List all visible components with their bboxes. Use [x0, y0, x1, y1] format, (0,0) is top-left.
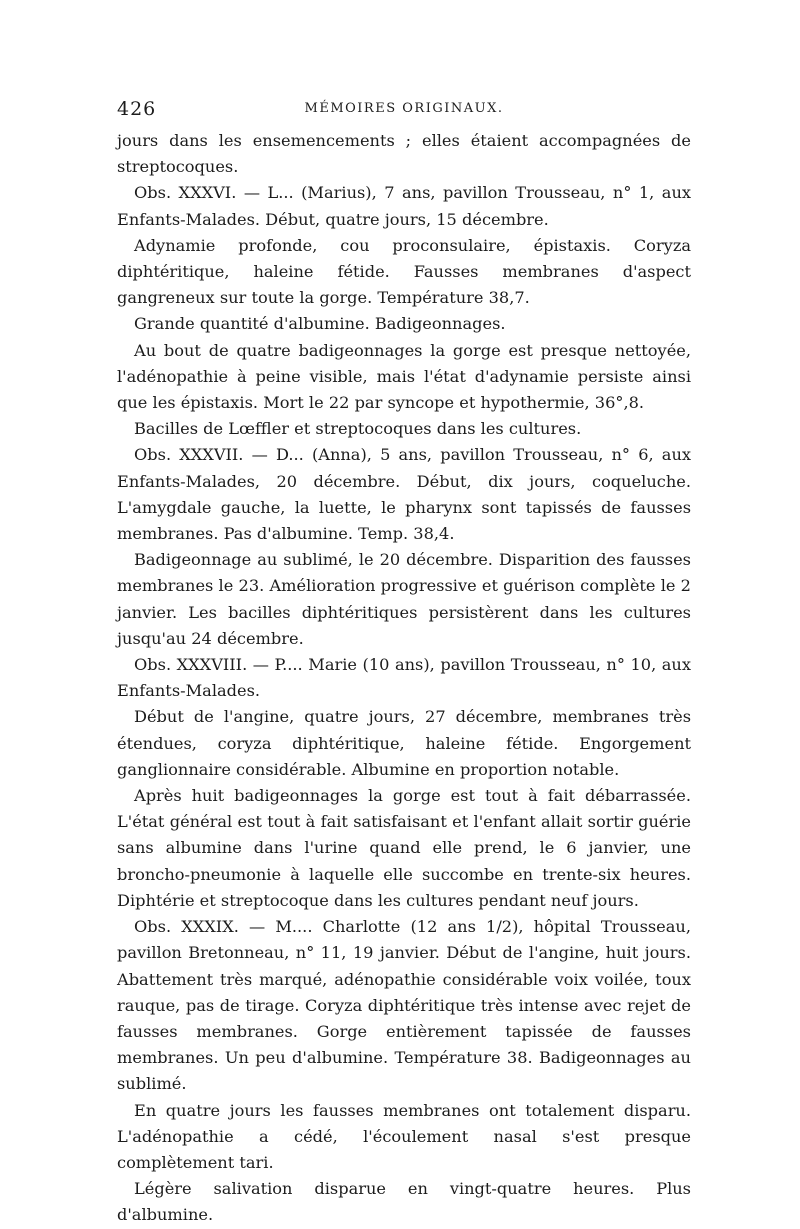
paragraph: Au bout de quatre badigeonnages la gorge est presque nettoyée, l'adénopathie à peine visible, mais l'état d'adynamie persiste ainsi que les épistaxis. Mort le 22 par syncope et hypothermie, 36°,8. — [117, 340, 691, 413]
paragraph-obs-39: Obs. XXXIX. — M.... Charlotte (12 ans 1/2), hôpital Trousseau, pavillon Bretonneau, n° 11, 19 janvier. Début de l'angine, huit jours. Abattement très marqué, adénopathie considérable voix voilée, toux rauque, pas de tirage. Coryza diphtéritique très intense avec rejet de fausses membranes. Gorge entièrement tapissée de fausses membranes. Un peu d'albumine. Température 38. Badigeonnages au sublimé. — [117, 917, 691, 1094]
paragraph-obs-36: Obs. XXXVI. — L... (Marius), 7 ans, pavillon Trousseau, n° 1, aux Enfants-Malades. Début, quatre jours, 15 décembre. — [117, 183, 691, 229]
paragraph: En quatre jours les fausses membranes ont totalement disparu. L'adénopathie a cédé, l'écoulement nasal s'est presque complètement tari. — [117, 1100, 691, 1172]
paragraph-continuation: jours dans les ensemencements ; elles étaient accompagnées de streptocoques. — [117, 131, 691, 177]
page-header — [117, 98, 691, 124]
running-title: MÉMOIRES ORIGINAUX. — [304, 101, 504, 116]
paragraph: Après huit badigeonnages la gorge est tout à fait débarrassée. L'état général est tout à fait satisfaisant et l'enfant allait sortir guérie sans albumine dans l'urine quand elle prend, le 6 janvier, une broncho-pneumonie à laquelle elle succombe en trente-six heures. Diphtérie et streptocoque dans les cultures pendant neuf jours. — [117, 786, 691, 910]
body-text — [117, 128, 691, 1229]
page-number: 426 — [117, 98, 157, 120]
paragraph: Début de l'angine, quatre jours, 27 décembre, membranes très étendues, coryza diphtéritique, haleine fétide. Engorgement ganglionnaire considérable. Albumine en proportion notable. — [117, 707, 691, 779]
paragraph-obs-38: Obs. XXXVIII. — P.... Marie (10 ans), pavillon Trousseau, n° 10, aux Enfants-Malades. — [117, 655, 691, 701]
paragraph-obs-37: Obs. XXXVII. — D... (Anna), 5 ans, pavillon Trousseau, n° 6, aux Enfants-Malades, 20 décembre. Début, dix jours, coqueluche. L'amygdale gauche, la luette, le pharynx sont tapissés de fausses membranes. Pas d'albumine. Temp. 38,4. — [117, 445, 691, 544]
paragraph: Légère salivation disparue en vingt-quatre heures. Plus d'albumine. — [117, 1179, 691, 1225]
paragraph: Bacilles de Lœffler et streptocoques dans les cultures. — [134, 419, 582, 439]
paragraph: Grande quantité d'albumine. Badigeonnages. — [134, 314, 506, 334]
paragraph: Badigeonnage au sublimé, le 20 décembre. Disparition des fausses membranes le 23. Amélioration progressive et guérison complète le 2 janvier. Les bacilles diphtéritiques persistèrent dans les cultures jusqu'au 24 décembre. — [117, 550, 691, 648]
paragraph: Adynamie profonde, cou proconsulaire, épistaxis. Coryza diphtéritique, haleine fétide. Fausses membranes d'aspect gangreneux sur toute la gorge. Température 38,7. — [117, 235, 691, 308]
